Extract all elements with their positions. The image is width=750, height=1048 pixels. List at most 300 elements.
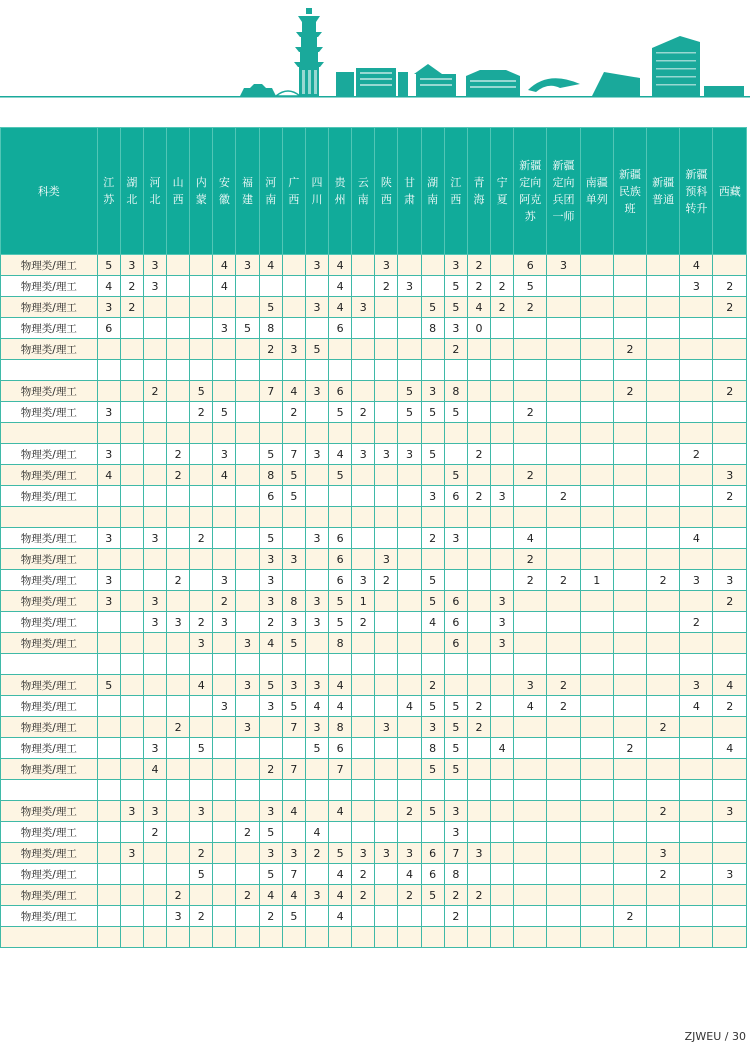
quota-cell: [647, 276, 680, 297]
quota-cell: [213, 339, 236, 360]
quota-cell: [467, 360, 490, 381]
quota-cell: [259, 654, 282, 675]
quota-cell: [120, 906, 143, 927]
subject-cell: [1, 654, 98, 675]
quota-cell: [613, 444, 646, 465]
quota-cell: 3: [236, 633, 259, 654]
quota-cell: 4: [213, 255, 236, 276]
quota-cell: [647, 612, 680, 633]
quota-cell: [580, 654, 613, 675]
quota-cell: [713, 885, 747, 906]
quota-cell: 3: [282, 612, 305, 633]
quota-cell: [375, 738, 398, 759]
quota-cell: [613, 759, 646, 780]
quota-cell: 3: [305, 591, 328, 612]
quota-cell: 4: [680, 696, 713, 717]
quota-cell: [467, 402, 490, 423]
quota-cell: 3: [282, 843, 305, 864]
quota-cell: 8: [444, 864, 467, 885]
table-row: [1, 654, 747, 675]
quota-cell: [167, 822, 190, 843]
quota-cell: [647, 654, 680, 675]
quota-cell: [167, 654, 190, 675]
quota-cell: 5: [259, 675, 282, 696]
column-header-text: 甘: [404, 176, 416, 189]
quota-cell: 3: [282, 549, 305, 570]
quota-cell: 4: [514, 528, 547, 549]
quota-cell: [398, 360, 421, 381]
table-row: [1, 360, 747, 381]
quota-cell: 2: [467, 717, 490, 738]
quota-cell: [514, 612, 547, 633]
quota-cell: [282, 423, 305, 444]
quota-cell: [167, 633, 190, 654]
quota-cell: 2: [143, 381, 166, 402]
quota-cell: [213, 885, 236, 906]
quota-cell: 3: [421, 486, 444, 507]
quota-cell: [514, 339, 547, 360]
column-header-text: 预科: [685, 184, 708, 198]
quota-cell: [514, 507, 547, 528]
quota-cell: [580, 360, 613, 381]
quota-cell: [547, 843, 580, 864]
quota-cell: 2: [120, 276, 143, 297]
quota-cell: [491, 255, 514, 276]
quota-cell: [213, 360, 236, 381]
quota-cell: 3: [398, 276, 421, 297]
quota-cell: [613, 675, 646, 696]
quota-cell: [467, 612, 490, 633]
quota-cell: 2: [259, 612, 282, 633]
quota-cell: [421, 780, 444, 801]
quota-cell: 2: [680, 612, 713, 633]
quota-cell: [491, 906, 514, 927]
quota-cell: [580, 528, 613, 549]
quota-cell: [547, 402, 580, 423]
quota-cell: [580, 255, 613, 276]
quota-cell: [143, 696, 166, 717]
column-header-text: 普通: [652, 193, 675, 206]
quota-cell: [680, 780, 713, 801]
quota-cell: [647, 465, 680, 486]
quota-cell: [467, 528, 490, 549]
quota-cell: [613, 780, 646, 801]
column-header-text: 北: [126, 193, 138, 206]
quota-cell: [352, 717, 375, 738]
quota-cell: [398, 780, 421, 801]
quota-cell: [547, 612, 580, 633]
quota-cell: [613, 696, 646, 717]
quota-cell: [613, 717, 646, 738]
quota-cell: 3: [491, 591, 514, 612]
quota-cell: 5: [259, 822, 282, 843]
quota-cell: 4: [143, 759, 166, 780]
quota-cell: [97, 822, 120, 843]
quota-cell: [143, 717, 166, 738]
quota-cell: [375, 927, 398, 948]
quota-cell: [375, 633, 398, 654]
table-row: [1, 843, 747, 864]
quota-cell: [421, 423, 444, 444]
quota-cell: 3: [97, 297, 120, 318]
quota-cell: [713, 255, 747, 276]
quota-cell: [120, 528, 143, 549]
quota-cell: [613, 654, 646, 675]
quota-cell: [213, 381, 236, 402]
quota-cell: 4: [421, 612, 444, 633]
table-row: [1, 381, 747, 402]
quota-cell: [167, 360, 190, 381]
quota-cell: [713, 402, 747, 423]
quota-cell: [547, 549, 580, 570]
quota-cell: [259, 360, 282, 381]
quota-cell: [120, 549, 143, 570]
quota-cell: 3: [547, 255, 580, 276]
quota-cell: [213, 633, 236, 654]
quota-cell: [514, 801, 547, 822]
quota-cell: [647, 486, 680, 507]
subject-cell: 物理类/理工: [1, 864, 98, 885]
quota-cell: [190, 549, 213, 570]
quota-cell: 2: [514, 297, 547, 318]
quota-cell: [329, 780, 352, 801]
quota-cell: 4: [305, 696, 328, 717]
quota-cell: [167, 696, 190, 717]
quota-cell: [120, 465, 143, 486]
column-header-region: [167, 128, 190, 255]
quota-cell: [547, 738, 580, 759]
table-row: [1, 885, 747, 906]
subject-cell: [1, 423, 98, 444]
quota-cell: [236, 612, 259, 633]
quota-cell: 2: [547, 675, 580, 696]
quota-cell: 5: [282, 906, 305, 927]
quota-cell: [213, 486, 236, 507]
quota-cell: 3: [375, 255, 398, 276]
quota-cell: 2: [547, 570, 580, 591]
quota-cell: [143, 402, 166, 423]
subject-cell: [1, 780, 98, 801]
quota-cell: [375, 696, 398, 717]
column-header-region: [236, 128, 259, 255]
quota-cell: [236, 402, 259, 423]
quota-cell: [120, 696, 143, 717]
quota-cell: [213, 675, 236, 696]
quota-cell: [167, 528, 190, 549]
quota-cell: [143, 465, 166, 486]
quota-cell: [190, 276, 213, 297]
quota-cell: 2: [647, 717, 680, 738]
quota-cell: [213, 801, 236, 822]
quota-cell: 2: [514, 570, 547, 591]
quota-cell: [613, 255, 646, 276]
quota-cell: [398, 318, 421, 339]
quota-cell: [167, 801, 190, 822]
quota-cell: [680, 885, 713, 906]
quota-cell: 6: [329, 318, 352, 339]
quota-cell: [190, 318, 213, 339]
table-row: [1, 423, 747, 444]
quota-cell: 3: [259, 570, 282, 591]
quota-cell: [375, 759, 398, 780]
quota-cell: [491, 444, 514, 465]
quota-cell: [190, 423, 213, 444]
quota-cell: [282, 822, 305, 843]
quota-cell: [491, 759, 514, 780]
quota-cell: [421, 339, 444, 360]
quota-cell: [647, 444, 680, 465]
quota-cell: [491, 864, 514, 885]
quota-cell: [713, 633, 747, 654]
quota-cell: 5: [444, 696, 467, 717]
quota-cell: [305, 276, 328, 297]
quota-cell: [647, 738, 680, 759]
quota-cell: [398, 759, 421, 780]
quota-cell: [444, 507, 467, 528]
quota-cell: 4: [282, 801, 305, 822]
column-header-text: 定向: [552, 176, 575, 189]
quota-cell: [467, 549, 490, 570]
quota-cell: 2: [352, 864, 375, 885]
column-header-region: [713, 128, 747, 255]
quota-cell: 2: [514, 402, 547, 423]
quota-cell: [580, 717, 613, 738]
quota-cell: [547, 927, 580, 948]
quota-cell: [398, 507, 421, 528]
quota-cell: [613, 423, 646, 444]
quota-cell: 4: [329, 444, 352, 465]
quota-cell: [143, 885, 166, 906]
quota-cell: [580, 465, 613, 486]
quota-cell: 4: [680, 255, 713, 276]
quota-cell: [143, 297, 166, 318]
quota-cell: [352, 801, 375, 822]
quota-cell: 3: [259, 843, 282, 864]
quota-cell: [352, 255, 375, 276]
quota-cell: [143, 633, 166, 654]
quota-cell: [143, 444, 166, 465]
quota-cell: 3: [421, 381, 444, 402]
quota-cell: [143, 864, 166, 885]
quota-cell: 5: [259, 528, 282, 549]
quota-cell: 3: [97, 570, 120, 591]
column-header-region: [259, 128, 282, 255]
quota-cell: 2: [514, 465, 547, 486]
quota-cell: [282, 738, 305, 759]
subject-cell: 物理类/理工: [1, 591, 98, 612]
quota-cell: 3: [282, 675, 305, 696]
column-header-text: 阿克: [519, 193, 542, 206]
quota-cell: [647, 528, 680, 549]
quota-cell: [713, 528, 747, 549]
subject-cell: 物理类/理工: [1, 759, 98, 780]
quota-cell: 5: [421, 759, 444, 780]
quota-cell: 5: [421, 297, 444, 318]
quota-cell: [580, 885, 613, 906]
quota-cell: [514, 318, 547, 339]
quota-cell: [120, 822, 143, 843]
quota-cell: 6: [329, 528, 352, 549]
table-row: [1, 486, 747, 507]
quota-cell: [647, 780, 680, 801]
quota-cell: 3: [143, 528, 166, 549]
quota-cell: [375, 297, 398, 318]
quota-cell: [236, 528, 259, 549]
quota-cell: [547, 444, 580, 465]
quota-cell: [259, 780, 282, 801]
table-row: [1, 318, 747, 339]
column-header-text: 一师: [552, 210, 575, 223]
quota-cell: [213, 423, 236, 444]
quota-cell: 3: [143, 738, 166, 759]
quota-cell: [467, 423, 490, 444]
quota-cell: 3: [375, 843, 398, 864]
column-header-text: 西: [172, 193, 184, 206]
quota-cell: [190, 591, 213, 612]
quota-cell: 5: [444, 402, 467, 423]
quota-cell: [613, 318, 646, 339]
quota-cell: 2: [467, 486, 490, 507]
quota-cell: [375, 654, 398, 675]
quota-cell: [190, 465, 213, 486]
quota-cell: 3: [236, 675, 259, 696]
quota-cell: [547, 423, 580, 444]
quota-cell: [305, 507, 328, 528]
quota-cell: [613, 927, 646, 948]
quota-cell: [680, 906, 713, 927]
quota-cell: [213, 864, 236, 885]
quota-cell: [190, 885, 213, 906]
column-header-text: 海: [473, 193, 485, 206]
quota-cell: [143, 780, 166, 801]
table-row: [1, 801, 747, 822]
quota-cell: [491, 885, 514, 906]
column-header-region: [647, 128, 680, 255]
quota-cell: [647, 591, 680, 612]
subject-cell: 物理类/理工: [1, 633, 98, 654]
quota-cell: [613, 507, 646, 528]
quota-cell: [613, 402, 646, 423]
quota-cell: [97, 906, 120, 927]
quota-cell: 3: [259, 549, 282, 570]
quota-cell: 3: [491, 612, 514, 633]
column-header-region: [213, 128, 236, 255]
quota-cell: [213, 507, 236, 528]
quota-cell: [514, 927, 547, 948]
quota-cell: [236, 864, 259, 885]
quota-cell: [613, 297, 646, 318]
quota-cell: 3: [97, 444, 120, 465]
quota-cell: [421, 360, 444, 381]
quota-cell: 2: [190, 906, 213, 927]
quota-cell: [236, 927, 259, 948]
quota-cell: 5: [190, 381, 213, 402]
quota-cell: [120, 570, 143, 591]
quota-cell: [259, 276, 282, 297]
quota-cell: [613, 843, 646, 864]
quota-cell: [213, 780, 236, 801]
quota-cell: [352, 549, 375, 570]
quota-cell: 2: [167, 465, 190, 486]
column-header-region: [352, 128, 375, 255]
quota-cell: 4: [398, 696, 421, 717]
quota-cell: [680, 654, 713, 675]
quota-cell: 3: [120, 255, 143, 276]
quota-cell: [97, 738, 120, 759]
quota-cell: [491, 528, 514, 549]
table-row: [1, 738, 747, 759]
quota-cell: 5: [190, 738, 213, 759]
quota-cell: [305, 633, 328, 654]
quota-cell: 5: [282, 486, 305, 507]
quota-cell: [467, 675, 490, 696]
subject-cell: 物理类/理工: [1, 402, 98, 423]
quota-cell: 3: [120, 843, 143, 864]
quota-cell: [259, 717, 282, 738]
quota-cell: [680, 339, 713, 360]
quota-cell: [282, 528, 305, 549]
column-header-text: 定向: [519, 176, 542, 189]
quota-cell: [398, 717, 421, 738]
quota-cell: [305, 864, 328, 885]
quota-cell: [97, 549, 120, 570]
quota-cell: [467, 339, 490, 360]
column-header-text: 兵团: [552, 193, 575, 206]
quota-cell: 4: [213, 276, 236, 297]
quota-cell: [444, 360, 467, 381]
quota-cell: [647, 360, 680, 381]
quota-cell: [613, 570, 646, 591]
quota-cell: [580, 822, 613, 843]
quota-cell: [680, 759, 713, 780]
quota-cell: [97, 717, 120, 738]
quota-cell: [421, 255, 444, 276]
column-header-text: 南: [357, 193, 369, 206]
quota-cell: 4: [282, 885, 305, 906]
quota-cell: [143, 906, 166, 927]
quota-cell: 6: [259, 486, 282, 507]
quota-cell: [329, 486, 352, 507]
quota-cell: [213, 759, 236, 780]
quota-cell: [143, 507, 166, 528]
quota-cell: [282, 276, 305, 297]
quota-cell: [547, 633, 580, 654]
quota-cell: 3: [398, 444, 421, 465]
subject-cell: 物理类/理工: [1, 339, 98, 360]
quota-cell: 3: [491, 486, 514, 507]
quota-cell: [375, 822, 398, 843]
column-header-region: [580, 128, 613, 255]
quota-cell: [97, 927, 120, 948]
quota-cell: [613, 528, 646, 549]
column-header-text: 南: [265, 193, 277, 206]
column-header-text: 南: [427, 193, 439, 206]
quota-cell: [491, 696, 514, 717]
quota-cell: [580, 738, 613, 759]
quota-cell: [120, 402, 143, 423]
table-row: [1, 297, 747, 318]
quota-cell: [514, 843, 547, 864]
quota-cell: [713, 906, 747, 927]
quota-cell: [167, 780, 190, 801]
quota-cell: 2: [167, 570, 190, 591]
quota-cell: 2: [647, 570, 680, 591]
quota-cell: [547, 339, 580, 360]
quota-cell: [167, 423, 190, 444]
quota-cell: [259, 423, 282, 444]
quota-cell: 2: [713, 696, 747, 717]
quota-cell: 2: [259, 759, 282, 780]
